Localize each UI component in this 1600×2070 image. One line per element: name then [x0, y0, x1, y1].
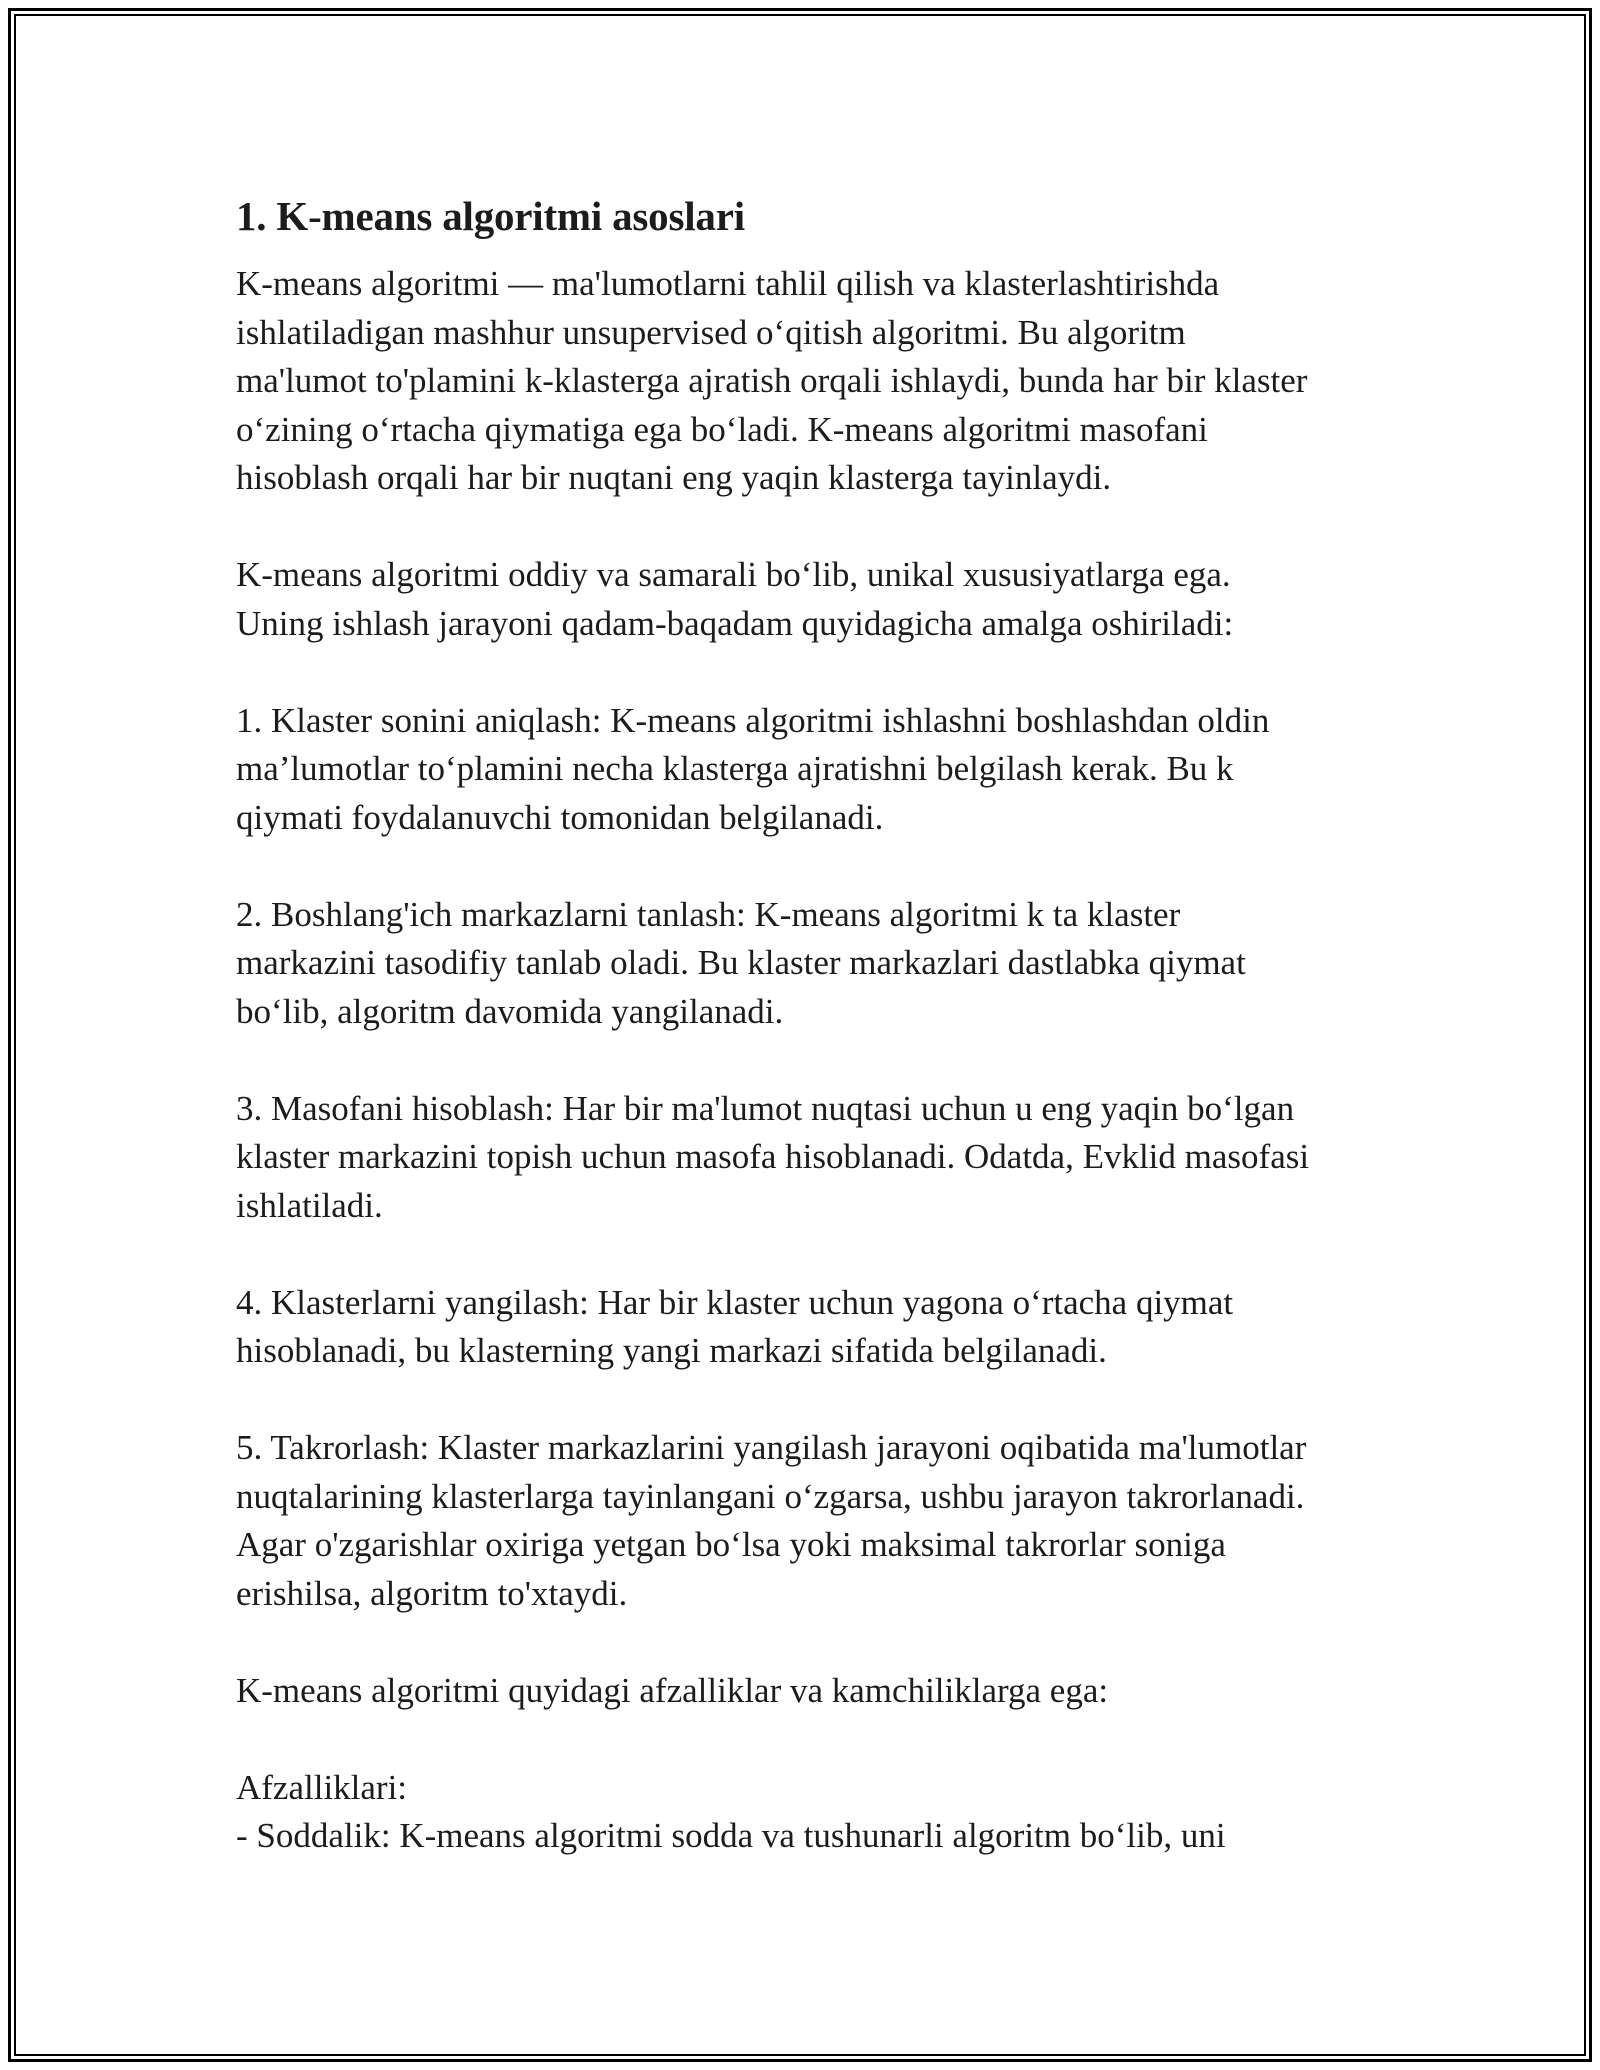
- document-body: [236, 182, 1396, 1861]
- paragraph-step-5: [236, 1424, 1396, 1618]
- text-line: 4. Klasterlarni yangilash: Har bir klaster uchun yagona o‘rtacha qiymat: [236, 1282, 1234, 1322]
- section-heading: 1. K-means algoritmi asoslari: [236, 193, 745, 239]
- paragraph-advantages: [236, 1764, 1396, 1861]
- text-line: erishilsa, algoritm to'xtaydi.: [236, 1573, 628, 1613]
- paragraph-step-1: [236, 697, 1396, 843]
- text-line: nuqtalarining klasterlarga tayinlangani o‘zgarsa, ushbu jarayon takrorlanadi.: [236, 1476, 1305, 1516]
- paragraph-step-4: [236, 1279, 1396, 1376]
- text-line: 5. Takrorlash: Klaster markazlarini yangilash jarayoni oqibatida ma'lumotlar: [236, 1428, 1307, 1467]
- text-line: hisoblash orqali har bir nuqtani eng yaqin klasterga tayinlaydi.: [236, 458, 1112, 497]
- paragraph-overview: [236, 551, 1396, 648]
- text-line: Afzalliklari:: [236, 1767, 408, 1807]
- text-line: bo‘lib, algoritm davomida yangilanadi.: [236, 991, 784, 1031]
- text-line: 3. Masofani hisoblash: Har bir ma'lumot nuqtasi uchun u eng yaqin bo‘lgan: [236, 1088, 1295, 1128]
- text-line: Uning ishlash jarayoni qadam-baqadam quyidagicha amalga oshiriladi:: [236, 603, 1234, 643]
- paragraph-step-3: [236, 1085, 1396, 1231]
- text-line: ishlatiladi.: [236, 1185, 383, 1225]
- text-line: ishlatiladigan mashhur unsupervised o‘qitish algoritmi. Bu algoritm: [236, 312, 1186, 352]
- text-line: 1. Klaster sonini aniqlash: K-means algoritmi ishlashni boshlashdan oldin: [236, 700, 1270, 740]
- text-line: - Soddalik: K-means algoritmi sodda va tushunarli algoritm bo‘lib, uni: [236, 1816, 1226, 1855]
- paragraph-intro: [236, 260, 1396, 503]
- text-line: qiymati foydalanuvchi tomonidan belgilanadi.: [236, 797, 884, 837]
- text-line: ma'lumot to'plamini k-klasterga ajratish orqali ishlaydi, bunda har bir klaster: [236, 361, 1308, 400]
- text-line: markazini tasodifiy tanlab oladi. Bu klaster markazlari dastlabka qiymat: [236, 943, 1246, 982]
- text-line: 2. Boshlang'ich markazlarni tanlash: K-means algoritmi k ta klaster: [236, 894, 1181, 934]
- paragraph-step-2: [236, 891, 1396, 1037]
- text-line: ma’lumotlar to‘plamini necha klasterga ajratishni belgilash kerak. Bu k: [236, 749, 1234, 788]
- text-line: Agar o'zgarishlar oxiriga yetgan bo‘lsa yoki maksimal takrorlar soniga: [236, 1525, 1226, 1564]
- paragraph-pros-cons-intro: [236, 1667, 1396, 1716]
- text-line: o‘zining o‘rtacha qiymatiga ega bo‘ladi. K-means algoritmi masofani: [236, 409, 1208, 449]
- text-line: klaster markazini topish uchun masofa hisoblanadi. Odatda, Evklid masofasi: [236, 1137, 1310, 1176]
- text-line: K-means algoritmi quyidagi afzalliklar va kamchiliklarga ega:: [236, 1670, 1109, 1710]
- text-line: K-means algoritmi oddiy va samarali bo‘lib, unikal xususiyatlarga ega.: [236, 555, 1231, 594]
- text-line: hisoblanadi, bu klasterning yangi markazi sifatida belgilanadi.: [236, 1331, 1107, 1370]
- text-line: K-means algoritmi — ma'lumotlarni tahlil qilish va klasterlashtirishda: [236, 264, 1220, 303]
